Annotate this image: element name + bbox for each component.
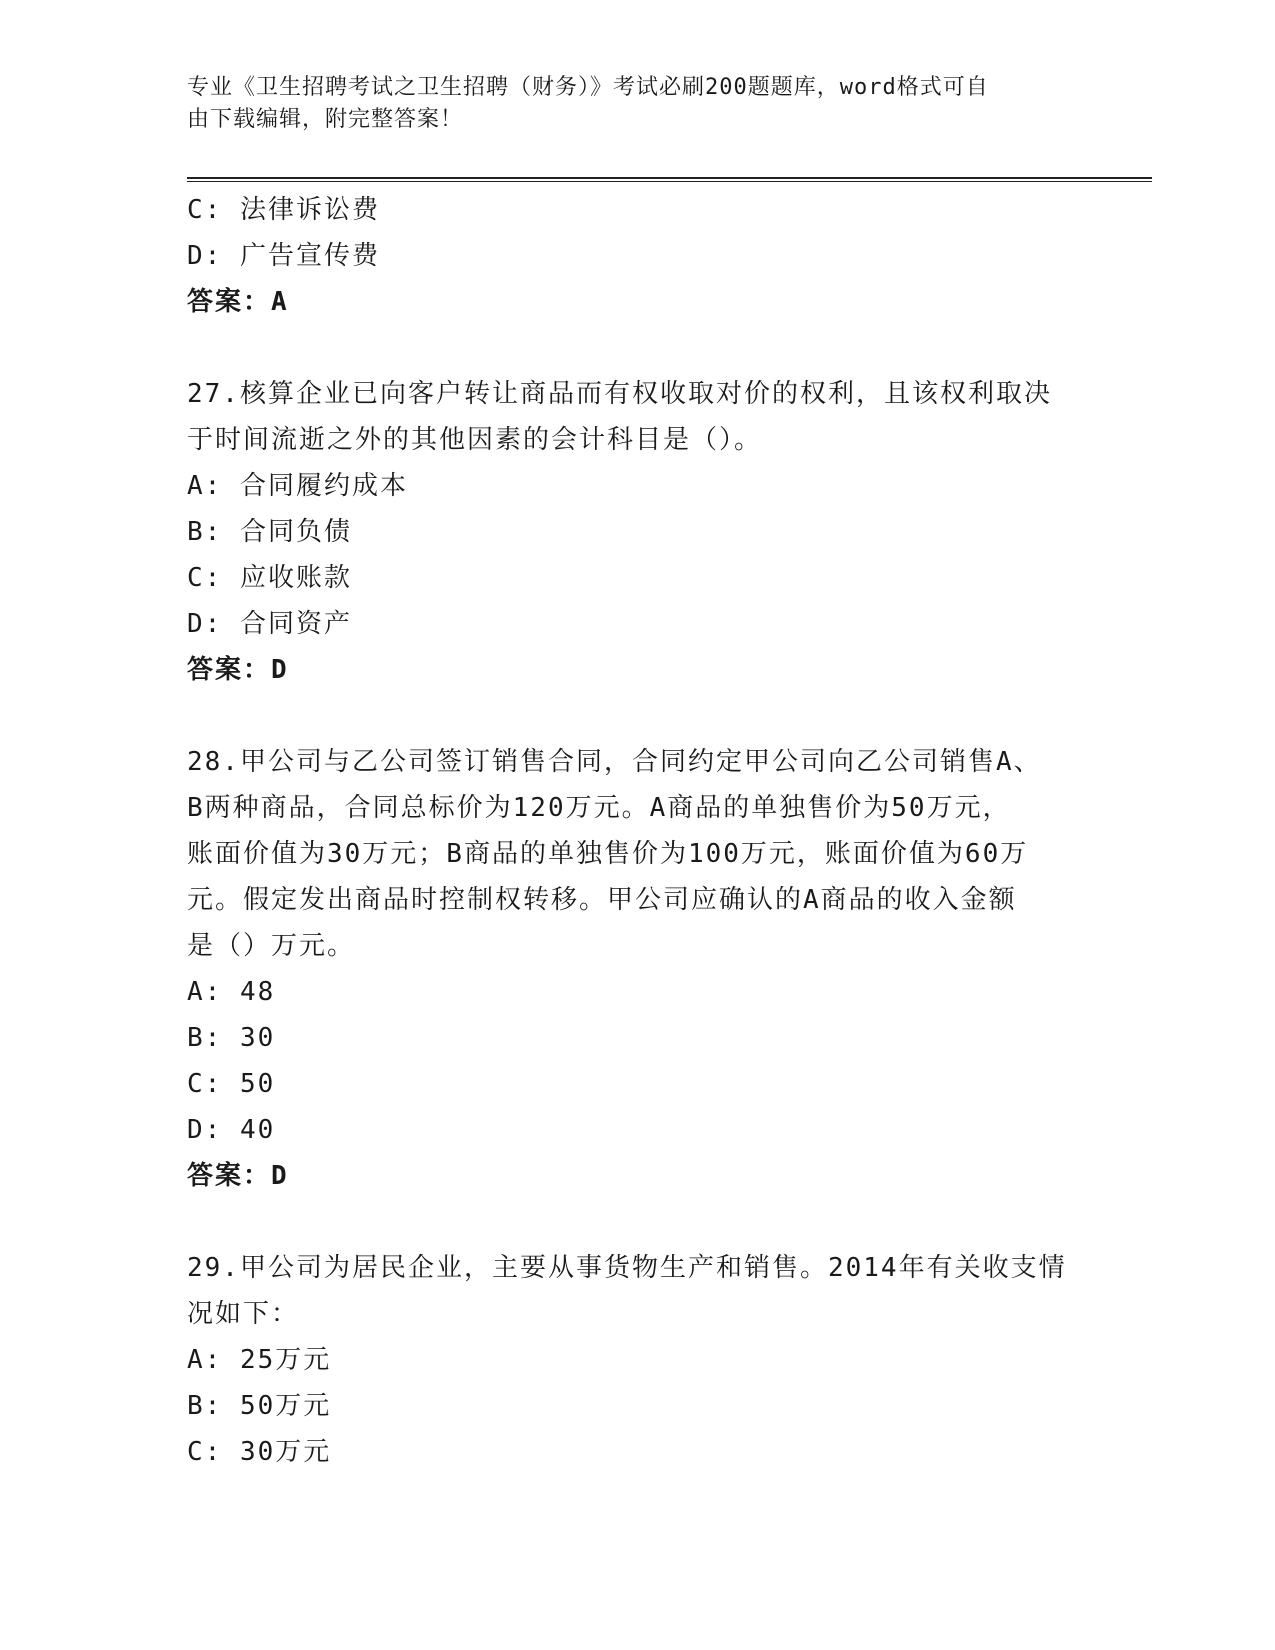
question-26-tail [187, 187, 1087, 325]
stem-line: 是（）万元。 [187, 931, 356, 961]
stem-line: 于时间流逝之外的其他因素的会计科目是（）。 [187, 425, 763, 455]
option-b: B: 合同负债 [187, 517, 352, 547]
answer: 答案：D [187, 1161, 289, 1191]
option-a: A: 25万元 [187, 1345, 332, 1375]
question-stem [187, 739, 1067, 969]
stem-line: 27.核算企业已向客户转让商品而有权收取对价的权利，且该权利取决 [187, 379, 1052, 409]
header-line-2: 由下载编辑，附完整答案！ [187, 107, 464, 132]
option-d: D: 合同资产 [187, 609, 352, 639]
stem-line: 账面价值为30万元；B商品的单独售价为100万元，账面价值为60万 [187, 839, 1029, 869]
option-a: A: 合同履约成本 [187, 471, 408, 501]
option-b: B: 50万元 [187, 1391, 332, 1421]
question-27 [187, 371, 1087, 693]
question-stem [187, 1245, 1067, 1337]
stem-line: 元。假定发出商品时控制权转移。甲公司应确认的A商品的收入金额 [187, 885, 1017, 915]
option-c: C: 法律诉讼费 [187, 195, 380, 225]
option-a: A: 48 [187, 977, 276, 1007]
stem-line: 28.甲公司与乙公司签订销售合同，合同约定甲公司向乙公司销售A、 [187, 747, 1042, 777]
option-d: D: 40 [187, 1115, 276, 1145]
option-b: B: 30 [187, 1023, 276, 1053]
stem-line: 况如下： [187, 1299, 300, 1329]
stem-line: 29.甲公司为居民企业，主要从事货物生产和销售。2014年有关收支情 [187, 1253, 1067, 1283]
header-line-1: 专业《卫生招聘考试之卫生招聘（财务）》考试必刷200题题库，word格式可自 [187, 75, 989, 100]
question-29 [187, 1245, 1087, 1475]
answer: 答案：D [187, 655, 289, 685]
stem-line: B两种商品，合同总标价为120万元。A商品的单独售价为50万元， [187, 793, 1011, 823]
header-divider [187, 177, 1152, 182]
option-c: C: 30万元 [187, 1437, 332, 1467]
question-stem [187, 371, 1067, 463]
answer: 答案：A [187, 287, 289, 317]
question-list [187, 187, 1087, 1475]
option-d: D: 广告宣传费 [187, 241, 380, 271]
question-28 [187, 739, 1087, 1199]
page-header [187, 72, 1067, 136]
option-c: C: 50 [187, 1069, 276, 1099]
option-c: C: 应收账款 [187, 563, 352, 593]
